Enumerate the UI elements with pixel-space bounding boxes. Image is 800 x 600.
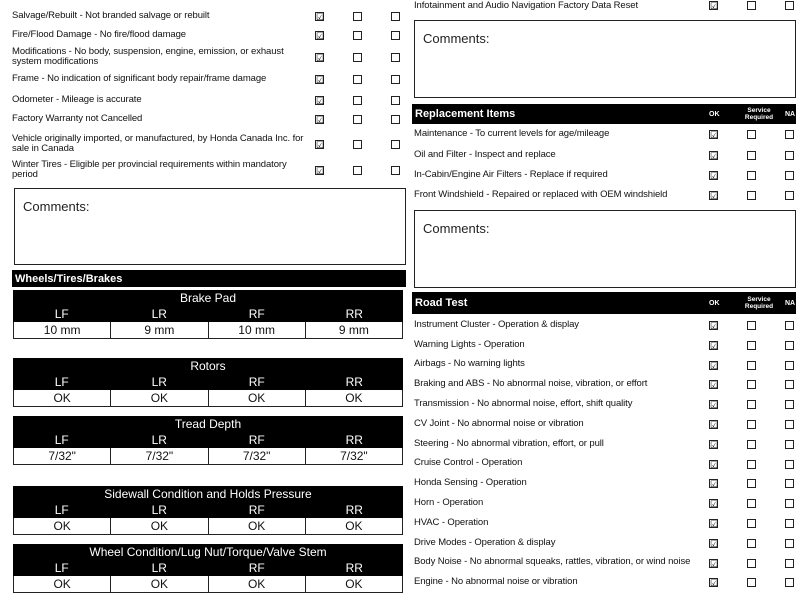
service-required-checkbox[interactable] (353, 53, 362, 62)
service-required-checkbox[interactable] (747, 151, 756, 160)
position-header-row (13, 432, 403, 448)
position-header: RR (345, 561, 363, 575)
road-test-item-row (412, 398, 796, 410)
ok-checkbox[interactable]: ☑ (316, 75, 324, 85)
road-test-item-row (412, 378, 796, 390)
road-test-item-row (412, 359, 796, 371)
na-checkbox[interactable] (785, 400, 794, 409)
measurement-value[interactable]: 10 mm (209, 322, 306, 339)
table-title: Sidewall Condition and Holds Pressure (13, 486, 403, 502)
ok-checkbox[interactable]: ☑ (316, 31, 324, 41)
road-test-item-row (412, 537, 796, 549)
na-checkbox[interactable] (391, 31, 400, 40)
replacement-section-header (412, 104, 796, 124)
measurement-value[interactable]: OK (111, 518, 208, 535)
measurement-value[interactable]: OK (306, 390, 403, 407)
vehicle-comments-box[interactable] (14, 188, 406, 265)
measurement-value[interactable]: 9 mm (306, 322, 403, 339)
service-required-checkbox[interactable] (747, 361, 756, 370)
service-required-checkbox[interactable] (353, 96, 362, 105)
measurement-value[interactable]: OK (14, 576, 111, 593)
na-checkbox[interactable] (785, 191, 794, 200)
position-header: LF (54, 433, 69, 447)
position-header: LR (151, 561, 167, 575)
measurement-value[interactable]: OK (111, 576, 208, 593)
position-header: LR (151, 503, 167, 517)
road-test-item-label: HVAC - Operation (414, 516, 489, 528)
road-test-item-label: Body Noise - No abnormal squeaks, rattles, vibration, or wind noise (414, 556, 691, 568)
vehicle-item-label: Factory Warranty not Cancelled (12, 112, 143, 124)
na-checkbox[interactable] (785, 499, 794, 508)
road-test-item-row (412, 576, 796, 588)
service-required-checkbox[interactable] (747, 460, 756, 469)
replacement-item-row (412, 128, 796, 140)
vehicle-item-label: Modifications - No body, suspension, engine, emission, or exhaust system modifications (12, 45, 284, 67)
position-header-row (13, 374, 403, 390)
road-test-item-label: Honda Sensing - Operation (414, 477, 527, 489)
infotainment-row (412, 0, 796, 12)
position-header: RF (248, 375, 265, 389)
ok-checkbox[interactable]: ☑ (710, 439, 718, 450)
vehicle-item-row (10, 158, 406, 182)
service-required-checkbox[interactable] (747, 420, 756, 429)
vehicle-item-row (10, 10, 406, 22)
road-test-item-label: Cruise Control - Operation (414, 457, 523, 469)
ok-checkbox[interactable]: ☑ (710, 459, 718, 470)
value-row (13, 390, 403, 407)
road-test-section-title: Road Test (415, 297, 468, 309)
na-checkbox[interactable] (785, 380, 794, 389)
infotainment-label: Infotainment and Audio Navigation Factory Data Reset (414, 0, 638, 11)
table-title: Wheel Condition/Lug Nut/Torque/Valve Stem (13, 544, 403, 560)
service-required-checkbox[interactable] (747, 539, 756, 548)
position-header: RF (248, 433, 265, 447)
na-checkbox[interactable] (785, 420, 794, 429)
rotors-table (13, 358, 403, 407)
position-header: LF (54, 375, 69, 389)
ok-checkbox[interactable]: ☑ (710, 380, 718, 391)
comments-label: Comments: (423, 221, 490, 236)
position-header: RR (345, 503, 363, 517)
na-checkbox[interactable] (785, 151, 794, 160)
replacement-item-label: Front Windshield - Repaired or replaced with OEM windshield (414, 188, 668, 200)
vehicle-item-label: Salvage/Rebuilt - Not branded salvage or rebuilt (12, 9, 210, 21)
replacement-item-label: In-Cabin/Engine Air Filters - Replace if required (414, 168, 608, 180)
infotainment-comments-box[interactable] (414, 20, 796, 98)
road-test-item-label: Engine - No abnormal noise or vibration (414, 576, 578, 588)
comments-label: Comments: (423, 31, 490, 46)
service-required-checkbox[interactable] (353, 140, 362, 149)
position-header: LF (54, 307, 69, 321)
service-required-checkbox[interactable] (747, 519, 756, 528)
ok-column-header: OK (709, 111, 720, 118)
replacement-section-title: Replacement Items (415, 108, 516, 120)
measurement-value[interactable]: OK (14, 390, 111, 407)
ok-checkbox[interactable]: ☑ (710, 558, 718, 569)
measurement-value[interactable]: 10 mm (14, 322, 111, 339)
replacement-item-row (412, 169, 796, 181)
road-test-item-label: Braking and ABS - No abnormal noise, vibration, or effort (414, 378, 648, 390)
service-required-checkbox[interactable] (747, 321, 756, 330)
ok-checkbox[interactable]: ☑ (710, 420, 718, 430)
ok-checkbox[interactable]: ☑ (710, 538, 718, 549)
vehicle-item-label: Odometer - Mileage is accurate (12, 93, 142, 105)
road-test-item-row (412, 339, 796, 351)
measurement-value[interactable]: OK (209, 576, 306, 593)
ok-checkbox[interactable]: ☑ (316, 53, 324, 63)
road-test-item-label: CV Joint - No abnormal noise or vibration (414, 417, 584, 429)
position-header: RR (345, 375, 363, 389)
road-test-item-row (412, 517, 796, 529)
replacement-item-row (412, 189, 796, 201)
ok-checkbox[interactable]: ☑ (710, 479, 718, 490)
ok-checkbox[interactable]: ☑ (710, 130, 718, 140)
ok-checkbox[interactable]: ☑ (710, 499, 718, 510)
na-checkbox[interactable] (785, 440, 794, 449)
value-row (13, 518, 403, 535)
road-test-item-row (412, 458, 796, 470)
measurement-value[interactable]: 7/32" (14, 448, 111, 465)
na-checkbox[interactable] (391, 53, 400, 62)
service-required-checkbox[interactable] (747, 479, 756, 488)
road-test-item-row (412, 477, 796, 489)
sidewall-table (13, 486, 403, 535)
vehicle-item-row (10, 73, 406, 85)
road-test-item-row (412, 497, 796, 509)
ok-checkbox[interactable]: ☑ (710, 578, 718, 589)
na-checkbox[interactable] (391, 140, 400, 149)
service-required-checkbox[interactable] (353, 12, 362, 21)
road-test-section-header (412, 292, 796, 314)
wheel-condition-table (13, 544, 403, 593)
service-required-column-header: Service Required (744, 107, 774, 121)
service-required-column-header: Service Required (744, 296, 774, 310)
brake-pad-table (13, 290, 403, 339)
na-checkbox[interactable] (391, 166, 400, 175)
service-required-checkbox[interactable] (747, 578, 756, 587)
na-checkbox[interactable] (785, 321, 794, 330)
measurement-value[interactable]: OK (306, 518, 403, 535)
service-required-checkbox[interactable] (747, 499, 756, 508)
na-checkbox[interactable] (391, 12, 400, 21)
road-test-item-label: Instrument Cluster - Operation & display (414, 318, 579, 330)
ok-checkbox[interactable]: ☑ (316, 140, 324, 150)
na-checkbox[interactable] (785, 171, 794, 180)
measurement-value[interactable]: OK (209, 518, 306, 535)
position-header: LR (151, 433, 167, 447)
ok-checkbox[interactable]: ☑ (316, 115, 324, 125)
position-header: RR (345, 307, 363, 321)
wheels-section-header (12, 270, 406, 287)
wheels-section-title: Wheels/Tires/Brakes (15, 272, 123, 285)
vehicle-item-row (10, 94, 406, 106)
table-title: Rotors (13, 358, 403, 374)
position-header-row (13, 502, 403, 518)
road-test-item-label: Transmission - No abnormal noise, effort, shift quality (414, 397, 633, 409)
ok-checkbox[interactable]: ☑ (710, 191, 718, 201)
position-header: RF (248, 503, 265, 517)
road-test-item-row (412, 557, 796, 569)
service-required-checkbox[interactable] (747, 559, 756, 568)
position-header: RF (248, 561, 265, 575)
vehicle-item-label: Vehicle originally imported, or manufactured, by Honda Canada Inc. for sale in Canada (12, 132, 304, 154)
ok-checkbox[interactable]: ☑ (710, 400, 718, 411)
position-header: RR (345, 433, 363, 447)
ok-checkbox[interactable]: ☑ (316, 166, 324, 176)
measurement-value[interactable]: OK (111, 390, 208, 407)
na-checkbox[interactable] (785, 479, 794, 488)
na-checkbox[interactable] (785, 1, 794, 10)
measurement-value[interactable]: 7/32" (306, 448, 403, 465)
road-test-item-row (412, 418, 796, 430)
vehicle-item-label: Winter Tires - Eligible per provincial requirements within mandatory period (12, 158, 287, 180)
service-required-checkbox[interactable] (353, 75, 362, 84)
ok-checkbox[interactable]: ☑ (710, 1, 718, 11)
service-required-checkbox[interactable] (747, 341, 756, 350)
table-title: Brake Pad (13, 290, 403, 306)
vehicle-item-row (10, 45, 406, 69)
measurement-value[interactable]: OK (306, 576, 403, 593)
road-test-item-label: Steering - No abnormal vibration, effort, or pull (414, 437, 604, 449)
ok-checkbox[interactable]: ☑ (316, 12, 324, 22)
position-header: LF (54, 561, 69, 575)
road-test-item-label: Warning Lights - Operation (414, 338, 525, 350)
na-checkbox[interactable] (391, 75, 400, 84)
service-required-checkbox[interactable] (747, 380, 756, 389)
na-checkbox[interactable] (391, 115, 400, 124)
position-header: LR (151, 307, 167, 321)
ok-checkbox[interactable]: ☑ (710, 171, 718, 181)
na-column-header: NA (785, 300, 796, 307)
na-checkbox[interactable] (785, 539, 794, 548)
measurement-value[interactable]: OK (14, 518, 111, 535)
replacement-comments-box[interactable] (414, 210, 796, 288)
ok-checkbox[interactable]: ☑ (710, 321, 718, 331)
na-checkbox[interactable] (785, 519, 794, 528)
service-required-checkbox[interactable] (747, 440, 756, 449)
position-header: LR (151, 375, 167, 389)
service-required-checkbox[interactable] (747, 400, 756, 409)
na-checkbox[interactable] (785, 361, 794, 370)
vehicle-item-label: Frame - No indication of significant body repair/frame damage (12, 72, 267, 84)
replacement-item-label: Maintenance - To current levels for age/mileage (414, 127, 610, 139)
vehicle-item-row (10, 113, 406, 125)
ok-checkbox[interactable]: ☑ (710, 340, 718, 351)
service-required-checkbox[interactable] (747, 171, 756, 180)
road-test-item-label: Drive Modes - Operation & display (414, 536, 556, 548)
position-header-row (13, 306, 403, 322)
na-column-header: NA (785, 111, 796, 118)
road-test-item-row (412, 438, 796, 450)
tread-depth-table (13, 416, 403, 465)
value-row (13, 576, 403, 593)
measurement-value[interactable]: 7/32" (209, 448, 306, 465)
replacement-item-row (412, 149, 796, 161)
measurement-value[interactable]: 9 mm (111, 322, 208, 339)
service-required-checkbox[interactable] (353, 115, 362, 124)
na-checkbox[interactable] (391, 96, 400, 105)
ok-checkbox[interactable]: ☑ (316, 96, 324, 106)
na-checkbox[interactable] (785, 460, 794, 469)
na-checkbox[interactable] (785, 578, 794, 587)
value-row (13, 448, 403, 465)
road-test-item-label: Airbags - No warning lights (414, 358, 525, 370)
measurement-value[interactable]: 7/32" (111, 448, 208, 465)
vehicle-item-row (10, 29, 406, 41)
measurement-value[interactable]: OK (209, 390, 306, 407)
table-title: Tread Depth (13, 416, 403, 432)
position-header: RF (248, 307, 265, 321)
service-required-checkbox[interactable] (747, 130, 756, 139)
replacement-item-label: Oil and Filter - Inspect and replace (414, 148, 556, 160)
na-checkbox[interactable] (785, 341, 794, 350)
comments-label: Comments: (23, 199, 90, 214)
ok-checkbox[interactable]: ☑ (710, 519, 718, 529)
vehicle-item-label: Fire/Flood Damage - No fire/flood damage (12, 28, 186, 40)
position-header-row (13, 560, 403, 576)
ok-checkbox[interactable]: ☑ (710, 360, 718, 371)
service-required-checkbox[interactable] (353, 31, 362, 40)
ok-column-header: OK (709, 300, 720, 307)
road-test-item-label: Horn - Operation (414, 496, 484, 508)
na-checkbox[interactable] (785, 559, 794, 568)
service-required-checkbox[interactable] (353, 166, 362, 175)
na-checkbox[interactable] (785, 130, 794, 139)
service-required-checkbox[interactable] (747, 191, 756, 200)
position-header: LF (54, 503, 69, 517)
vehicle-item-row (10, 132, 406, 156)
ok-checkbox[interactable]: ☑ (710, 151, 718, 161)
service-required-checkbox[interactable] (747, 1, 756, 10)
value-row (13, 322, 403, 339)
road-test-item-row (412, 319, 796, 331)
